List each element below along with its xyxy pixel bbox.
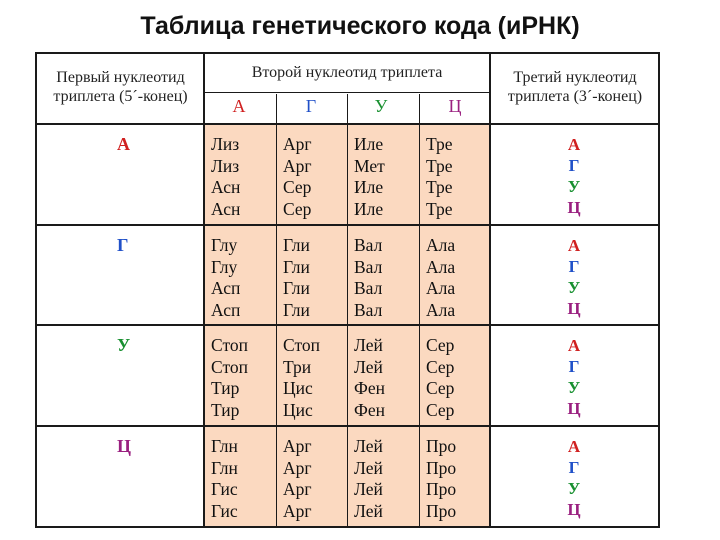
amino-acid: Вал [354,299,383,320]
third-bases-row-a [554,134,594,218]
third-base-g: Г [568,458,580,477]
amino-acid: Лей [354,436,383,456]
amino-acid: Лей [354,479,383,499]
amino-acid: Гли [283,235,310,255]
amino-acid: Тир [211,399,240,420]
amino-acid: Арг [283,457,312,478]
first-base-g: Г [117,235,129,255]
third-base-c: Ц [567,299,581,318]
first-base-a: А [117,134,130,154]
amino-acid: Арг [283,500,312,521]
amino-acid: Глн [211,436,238,456]
amino-acid: Фен [354,399,385,420]
genetic-code-table [35,52,660,528]
third-bases-row-u [554,335,594,419]
second-nucleotide-header: Второй нуклеотид триплета [251,64,443,81]
grid-line-h4 [37,425,658,427]
third-bases-row-c [554,436,594,520]
first-nucleotide-header [37,68,204,106]
codon-cell-g-u [354,235,382,321]
third-base-u: У [567,177,581,196]
third-base-u: У [567,378,581,397]
amino-acid: Арг [283,155,312,176]
third-base-g: Г [568,357,580,376]
amino-acid: Арг [283,436,312,456]
amino-acid: Ала [426,299,456,320]
amino-acid: Вал [354,256,383,277]
amino-acid: Иле [354,198,384,219]
amino-acid: Ала [426,235,456,255]
amino-acid: Ала [426,278,456,298]
amino-acid: Тре [426,198,453,219]
third-base-a: А [567,135,581,154]
third-header-line2: триплета (3´-конец) [507,88,643,105]
third-base-a: А [567,437,581,456]
amino-acid: Гли [283,299,310,320]
first-base-u: У [117,335,131,355]
grid-line-v4 [347,94,348,526]
amino-acid: Цис [283,399,313,420]
amino-acid: Сер [283,177,312,197]
amino-acid: Лиз [211,155,240,176]
grid-line-h2 [37,224,658,226]
second-base-u: У [374,96,388,116]
amino-acid: Стоп [211,335,248,355]
codon-cell-g-a [211,235,240,321]
amino-acid: Про [426,500,457,521]
amino-acid: Лей [354,457,383,478]
amino-acid: Тре [426,177,453,197]
first-base-c: Ц [117,436,132,456]
amino-acid: Арг [283,134,312,154]
amino-acid: Сер [426,356,455,377]
amino-acid: Про [426,436,457,456]
amino-acid: Лей [354,356,383,377]
amino-acid: Фен [354,378,385,398]
second-base-c: Ц [448,96,462,116]
codon-cell-c-u [354,436,383,522]
first-header-line1: Первый нуклеотид [56,69,185,86]
amino-acid: Лей [354,335,383,355]
codon-cell-a-u [354,134,385,220]
amino-acid: Про [426,457,457,478]
amino-acid: Глн [211,457,238,478]
amino-acid: Асн [211,177,241,197]
amino-acid: Гис [211,479,238,499]
codon-cell-u-c [426,335,454,421]
amino-acid: Мет [354,155,385,176]
second-base-g: Г [305,96,317,116]
codon-cell-c-a [211,436,238,522]
amino-acid: Глу [211,256,238,277]
third-base-u: У [567,278,581,297]
amino-acid: Вал [354,235,383,255]
amino-acid: Гли [283,278,310,298]
grid-line-v5 [419,94,420,526]
amino-acid: Тре [426,155,453,176]
amino-acid: Ала [426,256,456,277]
amino-acid: Глу [211,235,238,255]
codon-cell-a-a [211,134,240,220]
grid-line-v3 [276,94,277,526]
third-base-g: Г [568,156,580,175]
third-base-c: Ц [567,500,581,519]
third-bases-row-g [554,235,594,319]
amino-acid: Тир [211,378,240,398]
third-nucleotide-header [490,68,660,106]
second-base-a: А [232,96,246,116]
grid-line-h1 [37,123,658,125]
amino-acid: Цис [283,378,313,398]
grid-line-h3 [37,324,658,326]
page-title: Таблица генетического кода (иРНК) [140,12,580,40]
grid-line-h0 [204,92,490,93]
third-base-a: А [567,236,581,255]
amino-acid: Лей [354,500,383,521]
amino-acid: Сер [426,399,455,420]
amino-acid: Сер [426,335,455,355]
third-base-a: А [567,336,581,355]
third-base-c: Ц [567,198,581,217]
codon-cell-c-c [426,436,456,522]
amino-acid: Асп [211,299,241,320]
third-base-u: У [567,479,581,498]
amino-acid: Иле [354,177,384,197]
amino-acid: Сер [426,378,455,398]
amino-acid: Гис [211,500,238,521]
amino-acid: Асн [211,198,241,219]
amino-acid: Асп [211,278,241,298]
codon-cell-u-u [354,335,385,421]
amino-acid: Про [426,479,457,499]
codon-cell-a-c [426,134,453,220]
amino-acid: Тре [426,134,453,154]
codon-cell-g-c [426,235,455,321]
amino-acid: Вал [354,278,383,298]
first-header-line2: триплета (5´-конец) [53,88,188,105]
codon-cell-c-g [283,436,312,522]
amino-acid: Арг [283,479,312,499]
codon-cell-u-a [211,335,248,421]
amino-acid: Иле [354,134,384,154]
codon-cell-u-g [283,335,320,421]
amino-acid: Три [283,356,312,377]
codon-cell-a-g [283,134,312,220]
amino-acid: Сер [283,198,312,219]
third-base-g: Г [568,257,580,276]
amino-acid: Стоп [211,356,248,377]
amino-acid: Стоп [283,335,320,355]
third-base-c: Ц [567,399,581,418]
amino-acid: Лиз [211,134,240,154]
amino-acid: Гли [283,256,310,277]
third-header-line1: Третий нуклеотид [513,69,637,86]
codon-cell-g-g [283,235,310,321]
